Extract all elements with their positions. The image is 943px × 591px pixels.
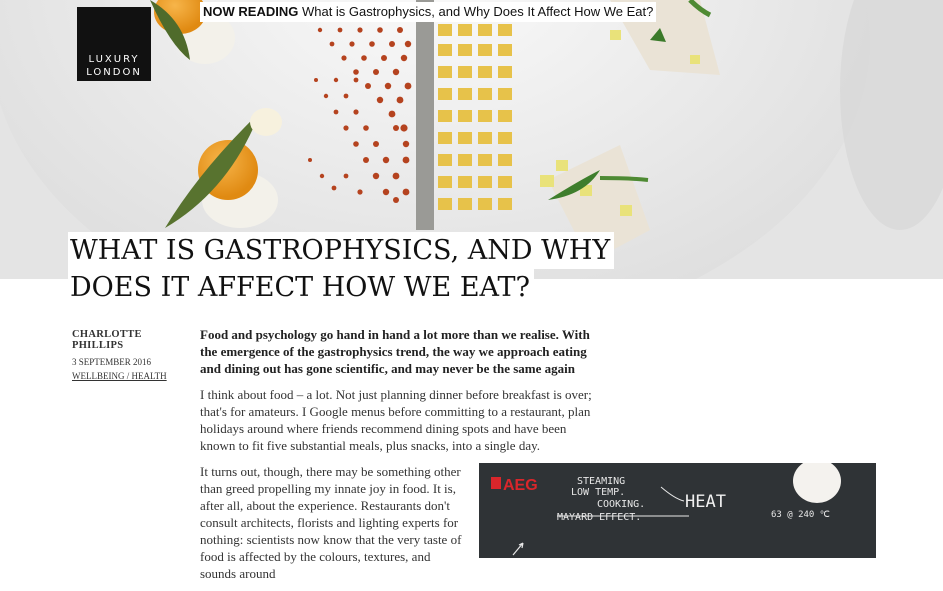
article-intro: Food and psychology go hand in hand a lot more than we realise. With the emergence of the gastrophysics trend, the way we approach eating and dining out has gone scientific, and may never be the same again bbox=[200, 327, 590, 376]
publish-date: 3 SEPTEMBER 2016 bbox=[72, 357, 152, 367]
article-inset-image bbox=[479, 463, 876, 558]
chalkboard-illustration bbox=[479, 463, 876, 558]
article-title-line1: WHAT IS GASTROPHYSICS, AND WHY bbox=[68, 232, 614, 269]
article-meta bbox=[72, 329, 192, 381]
article-title-line2: DOES IT AFFECT HOW WE EAT? bbox=[68, 269, 534, 306]
chalk-cooking: COOKING. bbox=[597, 499, 646, 510]
chalk-lowtemp: LOW TEMP. bbox=[571, 487, 626, 498]
article-paragraph: I think about food – a lot. Not just planning dinner before breakfast is over; that's for amateurs. I Google menus before committing to a restaurant, plan holidays around where friends recommend dining spots and have been known to fit five substantial meals, plus snacks, into a single day. bbox=[200, 387, 592, 453]
now-reading-title: What is Gastrophysics, and Why Does It Affect How We Eat? bbox=[301, 4, 654, 19]
article-title bbox=[68, 232, 611, 306]
logo-line2: LONDON bbox=[86, 67, 142, 78]
chalk-steaming: STEAMING bbox=[577, 476, 626, 487]
article-paragraph: It turns out, though, there may be something other than greed propelling my innate joy in food. It is, after all, about the experience. Restaurants don't consult architects, florists and lighting experts for nothing: scientists now know that the very taste of food is affected by the colours, textures, and sounds around bbox=[200, 464, 462, 581]
site-logo[interactable] bbox=[77, 7, 151, 81]
chalk-maillard: MAYARD EFFECT. bbox=[557, 512, 642, 523]
chalk-heat: HEAT bbox=[685, 492, 726, 512]
aeg-brand: AEG bbox=[503, 477, 538, 494]
aeg-logo-mark bbox=[491, 477, 501, 489]
now-reading-label: NOW READING bbox=[203, 4, 299, 19]
now-reading-bar bbox=[200, 2, 656, 22]
author-link[interactable]: CHARLOTTE PHILLIPS bbox=[72, 329, 142, 351]
logo-line1: LUXURY bbox=[88, 54, 140, 65]
chalk-temp: 63 @ 240 ℃ bbox=[771, 510, 830, 520]
category-link[interactable]: WELLBEING / HEALTH bbox=[72, 371, 167, 381]
